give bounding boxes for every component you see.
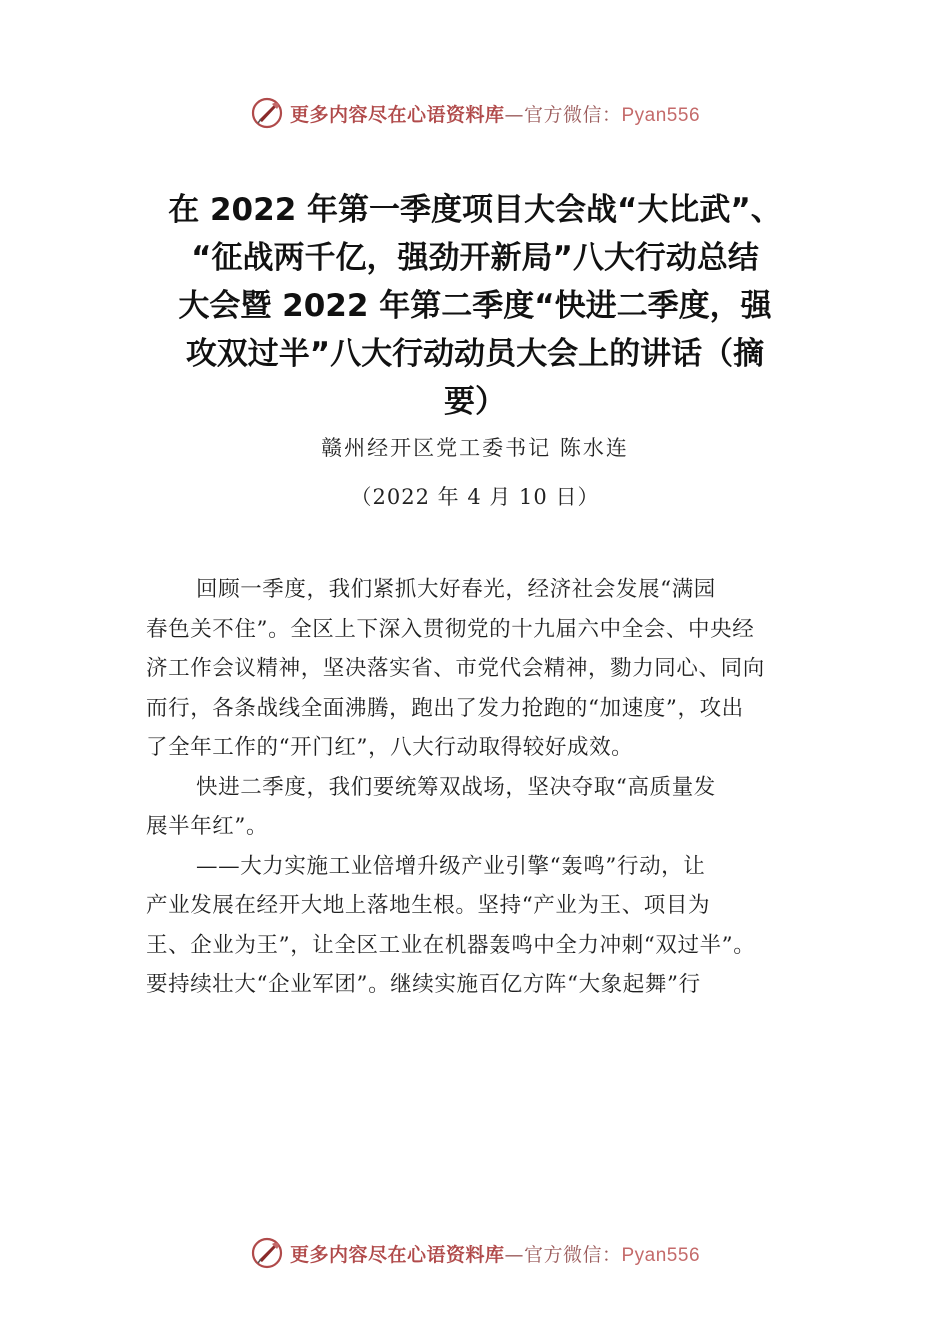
footer-watermark-text — [290, 1240, 700, 1267]
text-line: 产业发展在经开大地上落地生根。坚持“产业为王、项目为 — [146, 893, 711, 918]
banner-wechat-label: 官方微信： — [523, 103, 622, 126]
footer-watermark-banner — [0, 1233, 950, 1273]
text-line: ——大力实施工业倍增升级产业引擎“轰鸣”行动，让 — [196, 853, 706, 879]
text-line: 而行，各条战线全面沸腾，跑出了发力抢跑的“加速度”，攻出 — [146, 695, 744, 721]
text-line: 展半年红”。 — [146, 814, 269, 839]
text-line: 回顾一季度，我们紧抓大好春光，经济社会发展“满园 — [196, 577, 716, 602]
text-line: 要持续壮大“企业军团”。继续实施百亿方阵“大象起舞”行 — [146, 972, 701, 997]
text-line: 了全年工作的“开门红”，八大行动取得较好成效。 — [146, 735, 634, 760]
text-line: 济工作会议精神，坚决落实省、市党代会精神，勠力同心、同向 — [146, 656, 765, 681]
text-line: 春色关不住”。全区上下深入贯彻党的十九届六中全会、中央经 — [146, 616, 755, 642]
paragraph — [146, 847, 816, 1005]
banner-wechat-id: Pyan556 — [621, 104, 701, 126]
banner-main-text: 更多内容尽在心语资料库 — [289, 103, 505, 126]
quill-pen-logo-icon — [250, 96, 284, 130]
paragraph — [146, 570, 816, 768]
banner-main-text: 更多内容尽在心语资料库 — [289, 1243, 505, 1266]
banner-wechat-label: 官方微信： — [523, 1243, 622, 1266]
title-line: “征战两千亿，强劲开新局”八大行动总结 — [191, 240, 759, 276]
title-line: 要） — [444, 384, 506, 420]
header-watermark-banner — [0, 93, 950, 133]
title-line: 大会暨 2022 年第二季度“快进二季度，强 — [178, 288, 772, 324]
title-line: 攻双过半”八大行动动员大会上的讲话（摘 — [185, 336, 765, 372]
speech-date: （2022 年 4 月 10 日） — [350, 485, 600, 509]
paragraph — [146, 768, 816, 847]
header-watermark-text — [290, 100, 700, 127]
title-line: 在 2022 年第一季度项目大会战“大比武”、 — [168, 192, 782, 228]
banner-wechat-id: Pyan556 — [621, 1244, 701, 1266]
document-title — [140, 186, 810, 426]
quill-pen-logo-icon — [250, 1236, 284, 1270]
text-line: 快进二季度，我们要统筹双战场，坚决夺取“高质量发 — [196, 774, 716, 800]
banner-dash: — — [504, 1243, 524, 1266]
banner-dash: — — [504, 103, 524, 126]
author-byline: 赣州经开区党工委书记 陈水连 — [321, 436, 629, 460]
document-body — [146, 570, 816, 1005]
text-line: 王、企业为王”，让全区工业在机器轰鸣中全力冲刺“双过半”。 — [146, 932, 756, 958]
